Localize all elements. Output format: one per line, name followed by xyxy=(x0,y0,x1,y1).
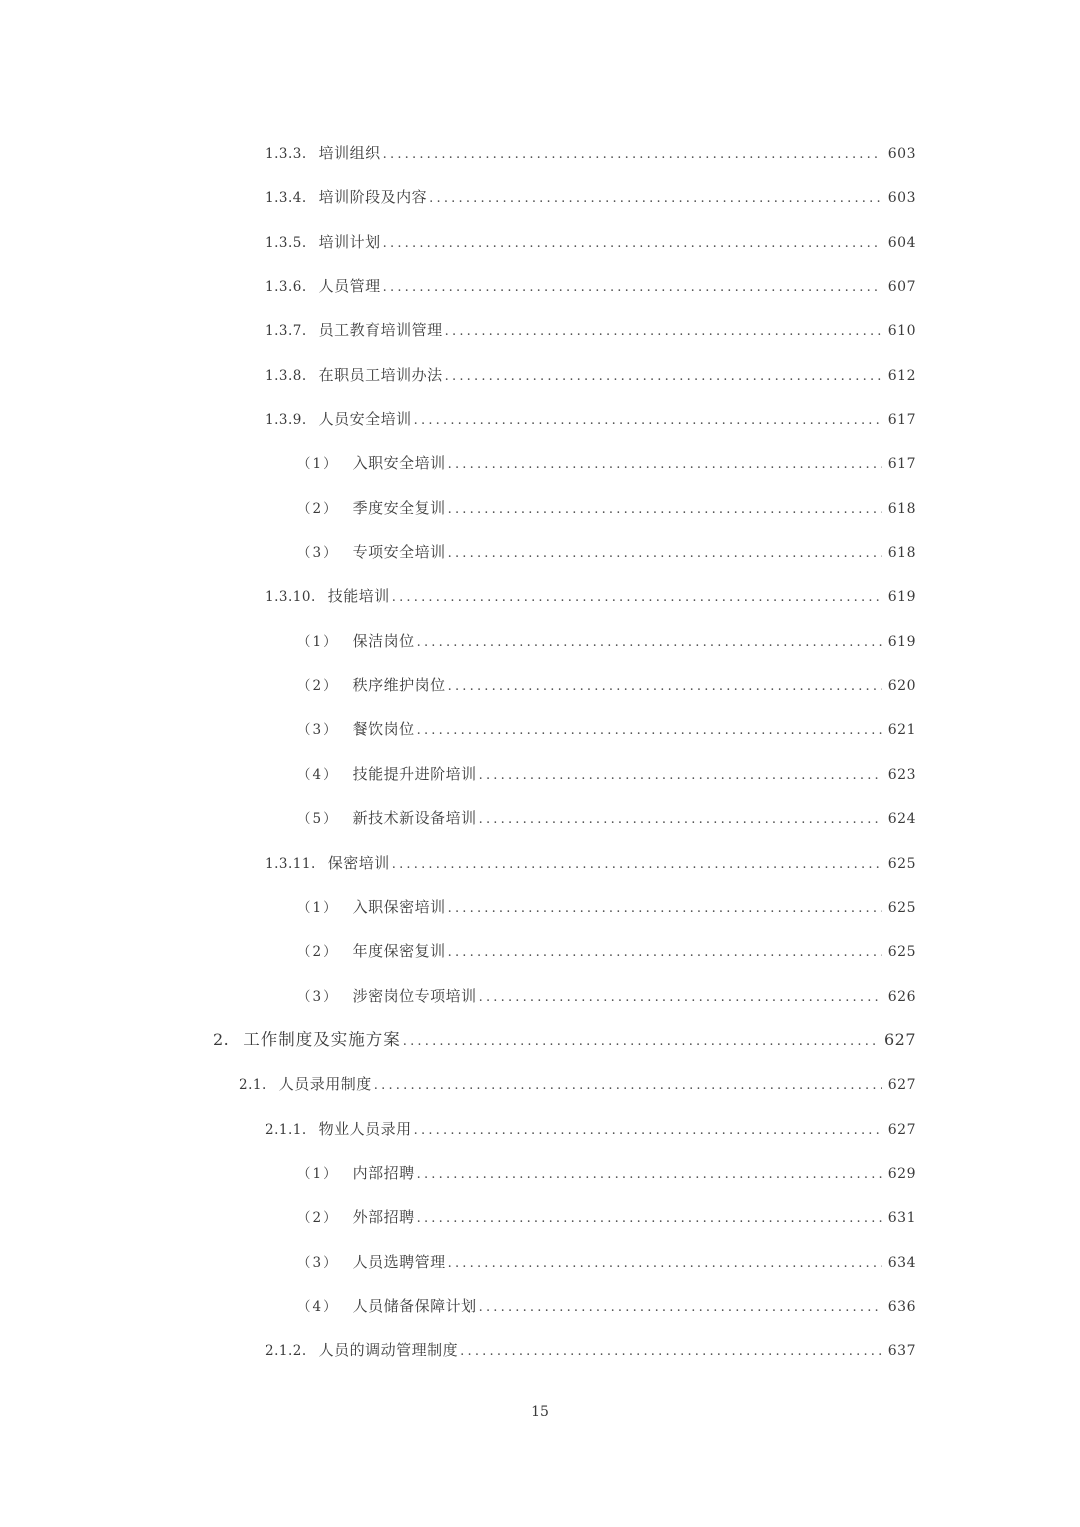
toc-entry-title: 人员管理 xyxy=(318,277,381,296)
toc-entry[interactable] xyxy=(0,574,1080,618)
toc-entry[interactable] xyxy=(0,1195,1080,1239)
toc-dot-leader xyxy=(392,576,882,620)
toc-entry-page: 636 xyxy=(887,1298,916,1315)
toc-dot-leader xyxy=(479,976,882,1020)
toc-entry-title: 工作制度及实施方案 xyxy=(243,1029,401,1049)
toc-entry-page: 618 xyxy=(887,545,916,562)
toc-entry-number: （1） xyxy=(297,899,339,916)
toc-entry-page: 604 xyxy=(887,234,916,251)
toc-entry[interactable] xyxy=(0,885,1080,929)
toc-entry-number: （4） xyxy=(297,766,339,783)
toc-entry-page: 625 xyxy=(887,944,916,961)
toc-entry[interactable] xyxy=(0,1107,1080,1151)
toc-dot-leader xyxy=(417,709,882,753)
toc-entry-page: 603 xyxy=(887,146,916,162)
toc-dot-leader xyxy=(445,310,882,354)
toc-entry-page: 603 xyxy=(887,190,916,207)
toc-entry[interactable] xyxy=(0,486,1080,530)
toc-entry-page: 631 xyxy=(887,1210,916,1227)
toc-dot-leader xyxy=(448,887,882,931)
toc-entry-title: 保洁岗位 xyxy=(352,631,415,650)
toc-entry[interactable] xyxy=(0,1284,1080,1328)
toc-entry-title: 在职员工培训办法 xyxy=(318,365,443,384)
toc-entry-number: （2） xyxy=(297,944,339,961)
toc-entry-page: 624 xyxy=(887,811,916,828)
toc-entry-number: 1.3.7. xyxy=(265,323,307,340)
toc-dot-leader xyxy=(374,1064,882,1108)
toc-dot-leader xyxy=(383,266,882,310)
toc-entry-page: 610 xyxy=(887,323,916,340)
toc-entry-page: 617 xyxy=(887,412,916,429)
toc-entry-page: 625 xyxy=(887,855,916,872)
toc-entry-title: 人员选聘管理 xyxy=(352,1252,446,1271)
toc-entry-title: 人员安全培训 xyxy=(318,410,412,429)
toc-entry-number: （1） xyxy=(297,1165,339,1182)
toc-dot-leader xyxy=(448,532,882,576)
toc-dot-leader xyxy=(417,621,882,665)
toc-entry-number: （3） xyxy=(297,722,339,739)
toc-entry[interactable] xyxy=(0,707,1080,751)
toc-entry-number: 1.3.11. xyxy=(265,855,316,872)
toc-entry-title: 物业人员录用 xyxy=(318,1119,412,1138)
toc-entry[interactable] xyxy=(0,841,1080,885)
toc-entry-title: 员工教育培训管理 xyxy=(318,321,443,340)
toc-entry-title: 培训组织 xyxy=(318,144,381,162)
toc-dot-leader xyxy=(448,443,882,487)
toc-dot-leader xyxy=(479,798,882,842)
toc-dot-leader xyxy=(417,1197,882,1241)
toc-entry[interactable] xyxy=(0,264,1080,308)
toc-entry-title: 入职安全培训 xyxy=(352,454,446,473)
toc-entry[interactable] xyxy=(0,175,1080,219)
toc-entry-number: （1） xyxy=(297,456,339,473)
toc-entry-title: 培训阶段及内容 xyxy=(318,188,428,207)
toc-entry-title: 入职保密培训 xyxy=(352,897,446,916)
toc-entry-page: 627 xyxy=(887,1077,916,1094)
toc-entry[interactable] xyxy=(0,308,1080,352)
toc-entry-number: 2.1. xyxy=(239,1077,267,1094)
toc-entry-title: 人员录用制度 xyxy=(278,1075,372,1094)
toc-entry-number: 1.3.4. xyxy=(265,190,307,207)
toc-entry-title: 涉密岗位专项培训 xyxy=(352,986,477,1005)
toc-entry[interactable] xyxy=(0,397,1080,441)
toc-entry[interactable] xyxy=(0,220,1080,264)
toc-entry-page: 619 xyxy=(887,589,916,606)
toc-dot-leader xyxy=(383,222,882,266)
toc-entry-page: 627 xyxy=(887,1121,916,1138)
toc-entry[interactable] xyxy=(0,353,1080,397)
toc-dot-leader xyxy=(448,665,882,709)
toc-entry-number: （2） xyxy=(297,1210,339,1227)
toc-entry-number: （3） xyxy=(297,545,339,562)
toc-dot-leader xyxy=(392,843,882,887)
toc-dot-leader xyxy=(414,399,882,443)
toc-entry-title: 新技术新设备培训 xyxy=(352,809,477,828)
toc-entry-page: 637 xyxy=(887,1343,916,1360)
toc-entry-number: （5） xyxy=(297,811,339,828)
toc-dot-leader xyxy=(448,1242,882,1286)
toc-entry[interactable] xyxy=(0,619,1080,663)
toc-entry-page: 621 xyxy=(887,722,916,739)
toc-entry[interactable] xyxy=(0,1062,1080,1106)
toc-dot-leader xyxy=(479,1286,882,1330)
toc-dot-leader xyxy=(448,488,882,532)
toc-entry[interactable] xyxy=(0,796,1080,840)
toc-entry-title: 专项安全培训 xyxy=(352,543,446,562)
toc-entry-title: 保密培训 xyxy=(327,853,390,872)
toc-entry-page: 623 xyxy=(887,766,916,783)
toc-dot-leader xyxy=(429,177,882,221)
toc-entry[interactable] xyxy=(0,974,1080,1018)
toc-entry-title: 人员储备保障计划 xyxy=(352,1296,477,1315)
toc-entry[interactable] xyxy=(0,530,1080,574)
toc-dot-leader xyxy=(460,1330,882,1374)
toc-entry-number: 1.3.10. xyxy=(265,589,316,606)
toc-entry-number: （1） xyxy=(297,633,339,650)
toc-entry[interactable] xyxy=(0,1151,1080,1195)
toc-entry-number: 2.1.2. xyxy=(265,1343,307,1360)
toc-entry[interactable] xyxy=(0,752,1080,796)
toc-entry-title: 培训计划 xyxy=(318,232,381,251)
toc-dot-leader xyxy=(417,1153,882,1197)
toc-entry-title: 季度安全复训 xyxy=(352,498,446,517)
toc-dot-leader xyxy=(479,754,882,798)
toc-dot-leader xyxy=(414,1109,882,1153)
toc-entry-title: 年度保密复训 xyxy=(352,942,446,961)
toc-dot-leader xyxy=(403,1020,878,1064)
toc-entry-number: 1.3.9. xyxy=(265,412,307,429)
toc-entry[interactable] xyxy=(0,1018,1080,1062)
toc-entry-number: 1.3.3. xyxy=(265,146,307,162)
toc-dot-leader xyxy=(383,133,882,177)
toc-entry-page: 617 xyxy=(887,456,916,473)
toc-entry-page: 620 xyxy=(887,678,916,695)
toc-dot-leader xyxy=(445,355,882,399)
toc-entry-title: 技能培训 xyxy=(327,587,390,606)
toc-entry[interactable] xyxy=(0,663,1080,707)
toc-entry-title: 内部招聘 xyxy=(352,1163,415,1182)
toc-entry[interactable] xyxy=(0,1328,1080,1372)
toc-entry-number: 1.3.8. xyxy=(265,367,307,384)
toc-entry-title: 秩序维护岗位 xyxy=(352,676,446,695)
toc-entry-page: 625 xyxy=(887,899,916,916)
toc-entry-title: 人员的调动管理制度 xyxy=(318,1341,459,1360)
toc-entry-page: 626 xyxy=(887,988,916,1005)
toc-entry-number: 1.3.6. xyxy=(265,279,307,296)
toc-entry-number: （4） xyxy=(297,1298,339,1315)
toc-dot-leader xyxy=(448,931,882,975)
toc-entry-page: 607 xyxy=(887,279,916,296)
toc-entry-page: 618 xyxy=(887,500,916,517)
toc-entry-page: 612 xyxy=(887,367,916,384)
toc-entry-page: 619 xyxy=(887,633,916,650)
toc-entry-number: 1.3.5. xyxy=(265,234,307,251)
toc-entry-number: （3） xyxy=(297,1254,339,1271)
toc-entry-page: 627 xyxy=(883,1029,916,1049)
toc-entry[interactable] xyxy=(0,131,1080,175)
toc-entry-title: 技能提升进阶培训 xyxy=(352,764,477,783)
toc-entry-page: 634 xyxy=(887,1254,916,1271)
toc-entry-number: （3） xyxy=(297,988,339,1005)
table-of-contents xyxy=(0,131,1080,1373)
toc-entry-number: （2） xyxy=(297,500,339,517)
toc-entry-title: 外部招聘 xyxy=(352,1208,415,1227)
toc-entry[interactable] xyxy=(0,1240,1080,1284)
toc-entry-number: （2） xyxy=(297,678,339,695)
toc-entry[interactable] xyxy=(0,929,1080,973)
toc-entry[interactable] xyxy=(0,441,1080,485)
toc-entry-number: 2.1.1. xyxy=(265,1121,307,1138)
toc-entry-page: 629 xyxy=(887,1165,916,1182)
page-number: 15 xyxy=(531,1404,549,1420)
toc-entry-number: 2. xyxy=(213,1029,230,1049)
toc-entry-title: 餐饮岗位 xyxy=(352,720,415,739)
